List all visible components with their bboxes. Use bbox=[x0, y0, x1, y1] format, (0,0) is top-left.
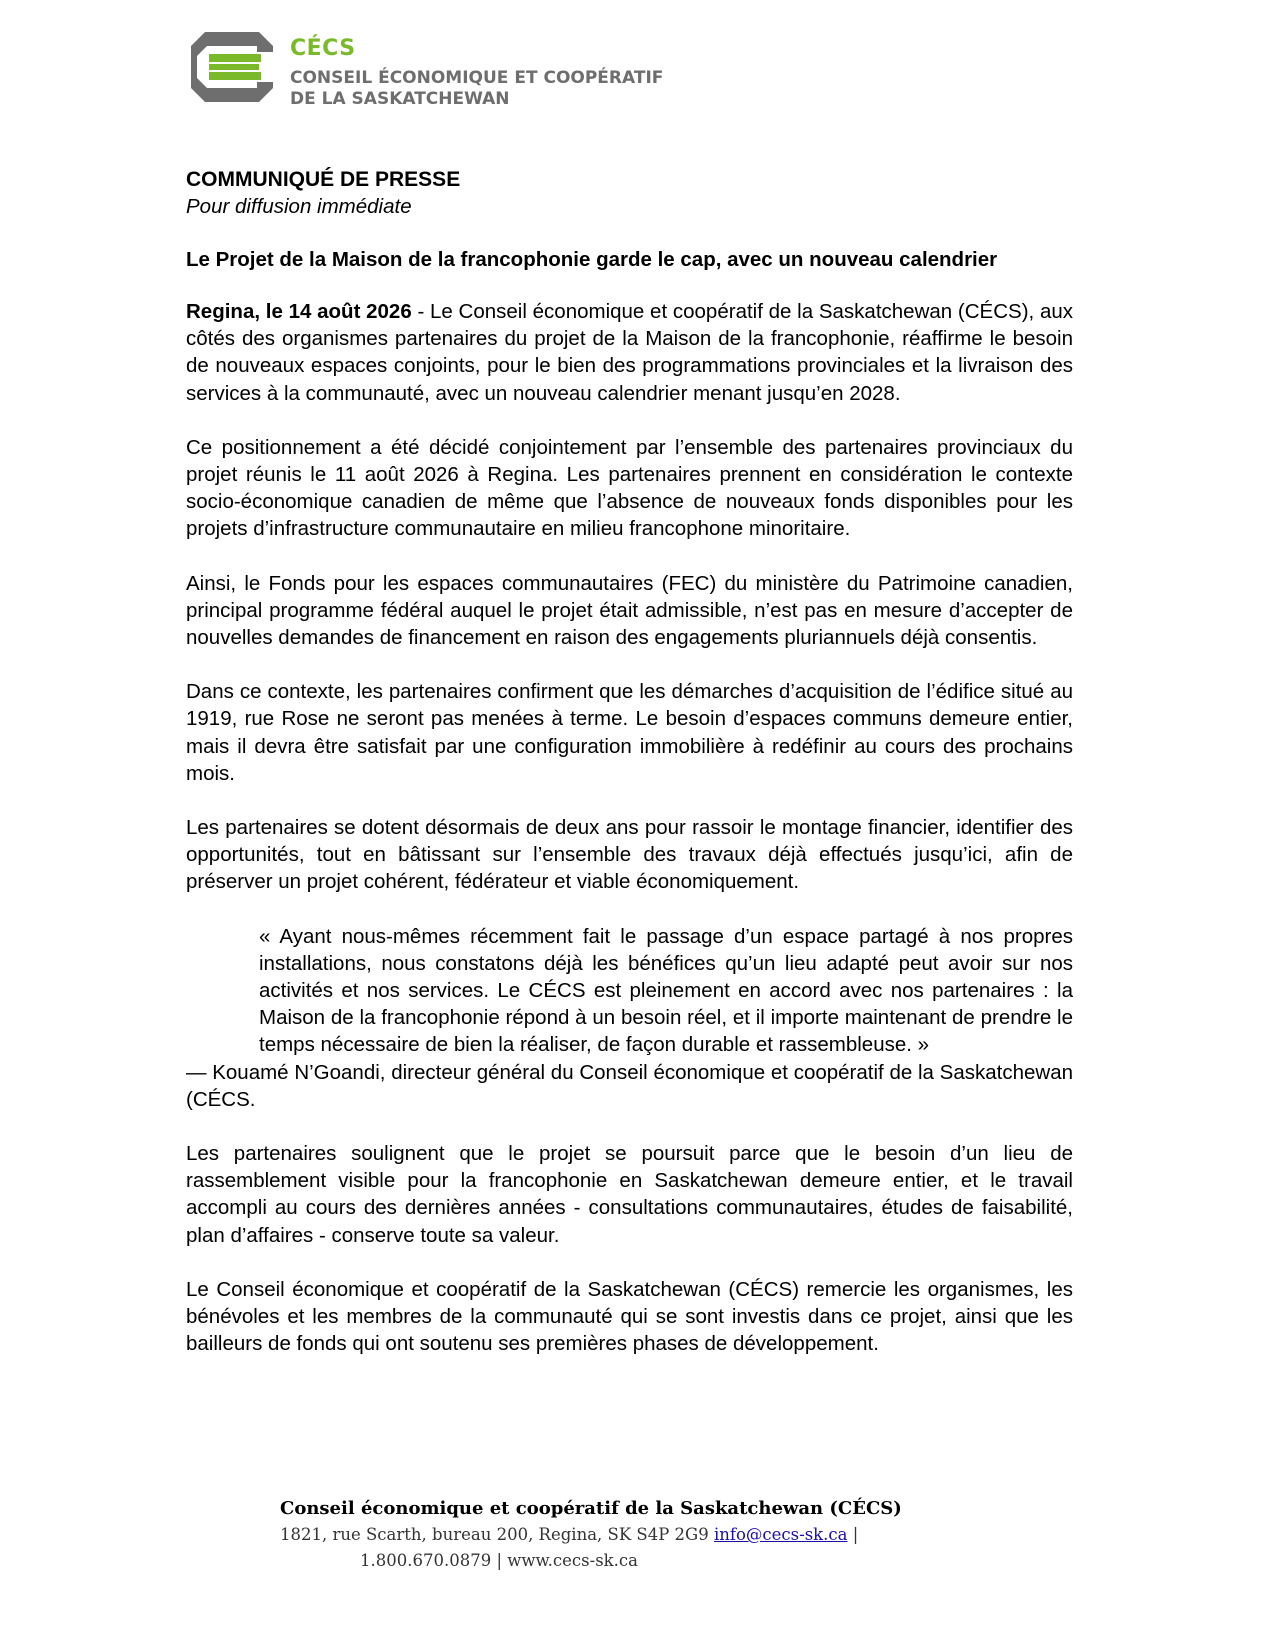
cecs-logo bbox=[187, 28, 664, 109]
footer-address: 1821, rue Scarth, bureau 200, Regina, SK S4P 2G9 bbox=[280, 1525, 714, 1544]
document-title: Le Projet de la Maison de la francophonie garde le cap, avec un nouveau calendrier bbox=[186, 248, 998, 271]
quote-attribution: — Kouamé N’Goandi, directeur général du Conseil économique et coopératif de la Saskatchewan (CÉCS. bbox=[186, 1060, 1073, 1111]
logo-acronym: CÉCS bbox=[290, 36, 356, 61]
logo-name-line2: DE LA SASKATCHEWAN bbox=[290, 89, 510, 109]
paragraph-1-text: - Le Conseil économique et coopératif de la Saskatchewan (CÉCS), aux côtés des organismes partenaires du projet de la Maison de la francophonie, réaffirme le besoin de nouveaux espaces conjoints, pour le bien des programmations provinciales et la livraison des services à la communauté, avec un nouveau calendrier menant jusqu’en 2028. bbox=[186, 300, 1073, 405]
footer-org-name: Conseil économique et coopératif de la Saskatchewan (CÉCS) bbox=[280, 1498, 902, 1519]
paragraph-6: Les partenaires soulignent que le projet se poursuit parce que le besoin d’un lieu de rassemblement visible pour la francophonie en Saskatchewan demeure entier, et le travail accompli au cours des dernières années - consultations communautaires, études de faisabilité, plan d’affaires - conserve toute sa valeur. bbox=[186, 1142, 1073, 1247]
footer-phone-web: 1.800.670.0879 | www.cecs-sk.ca bbox=[360, 1551, 638, 1570]
paragraph-3: Ainsi, le Fonds pour les espaces communautaires (FEC) du ministère du Patrimoine canadien, principal programme fédéral auquel le projet était admissible, n’est pas en mesure d’accepter de nouvelles demandes de financement en raison des engagements pluriannuels déjà consentis. bbox=[186, 571, 1073, 650]
paragraph-2: Ce positionnement a été décidé conjointement par l’ensemble des partenaires provinciaux du projet réunis le 11 août 2026 à Regina. Les partenaires prennent en considération le contexte socio-économique canadien de même que l’absence de nouveaux fonds disponibles pour les projets d’infrastructure communautaire en milieu francophone minoritaire. bbox=[186, 435, 1073, 541]
press-release-label: COMMUNIQUÉ DE PRESSE bbox=[186, 168, 461, 191]
blockquote: « Ayant nous-mêmes récemment fait le passage d’un espace partagé à nos propres installations, nous constatons déjà les bénéfices qu’un lieu adapté peut avoir sur nos activités et nos services. Le CÉCS est pleinement en accord avec nos partenaires : la Maison de la francophonie répond à un besoin réel, et il importe maintenant de prendre le temps nécessaire de bien la réaliser, de façon durable et rassembleuse. » bbox=[259, 924, 1073, 1057]
cecs-s-logo-icon bbox=[187, 28, 277, 106]
document-body bbox=[186, 166, 1073, 1385]
paragraph-5: Les partenaires se dotent désormais de deux ans pour rassoir le montage financier, identifier des opportunités, tout en bâtissant sur l’ensemble des travaux déjà effectués jusqu’ici, afin de préserver un projet cohérent, fédérateur et viable économiquement. bbox=[186, 816, 1073, 894]
footer bbox=[280, 1496, 920, 1574]
footer-separator: | bbox=[847, 1525, 859, 1544]
footer-address-line bbox=[280, 1522, 920, 1548]
logo-name-line1: CONSEIL ÉCONOMIQUE ET COOPÉRATIF bbox=[290, 68, 664, 88]
release-timing: Pour diffusion immédiate bbox=[186, 195, 412, 218]
paragraph-4: Dans ce contexte, les partenaires confirment que les démarches d’acquisition de l’édifice situé au 1919, rue Rose ne seront pas menées à terme. Le besoin d’espaces communs demeure entier, mais il devra être satisfait par une configuration immobilière à redéfinir au cours des prochains mois. bbox=[186, 680, 1073, 785]
paragraph-1 bbox=[186, 298, 1073, 407]
footer-email-link[interactable]: info@cecs-sk.ca bbox=[713, 1525, 848, 1544]
paragraph-7: Le Conseil économique et coopératif de la Saskatchewan (CÉCS) remercie les organismes, les bénévoles et les membres de la communauté qui se sont investis dans ce projet, ainsi que les bailleurs de fonds qui ont soutenu ses premières phases de développement. bbox=[186, 1277, 1073, 1356]
dateline: Regina, le 14 août 2026 bbox=[186, 300, 412, 323]
